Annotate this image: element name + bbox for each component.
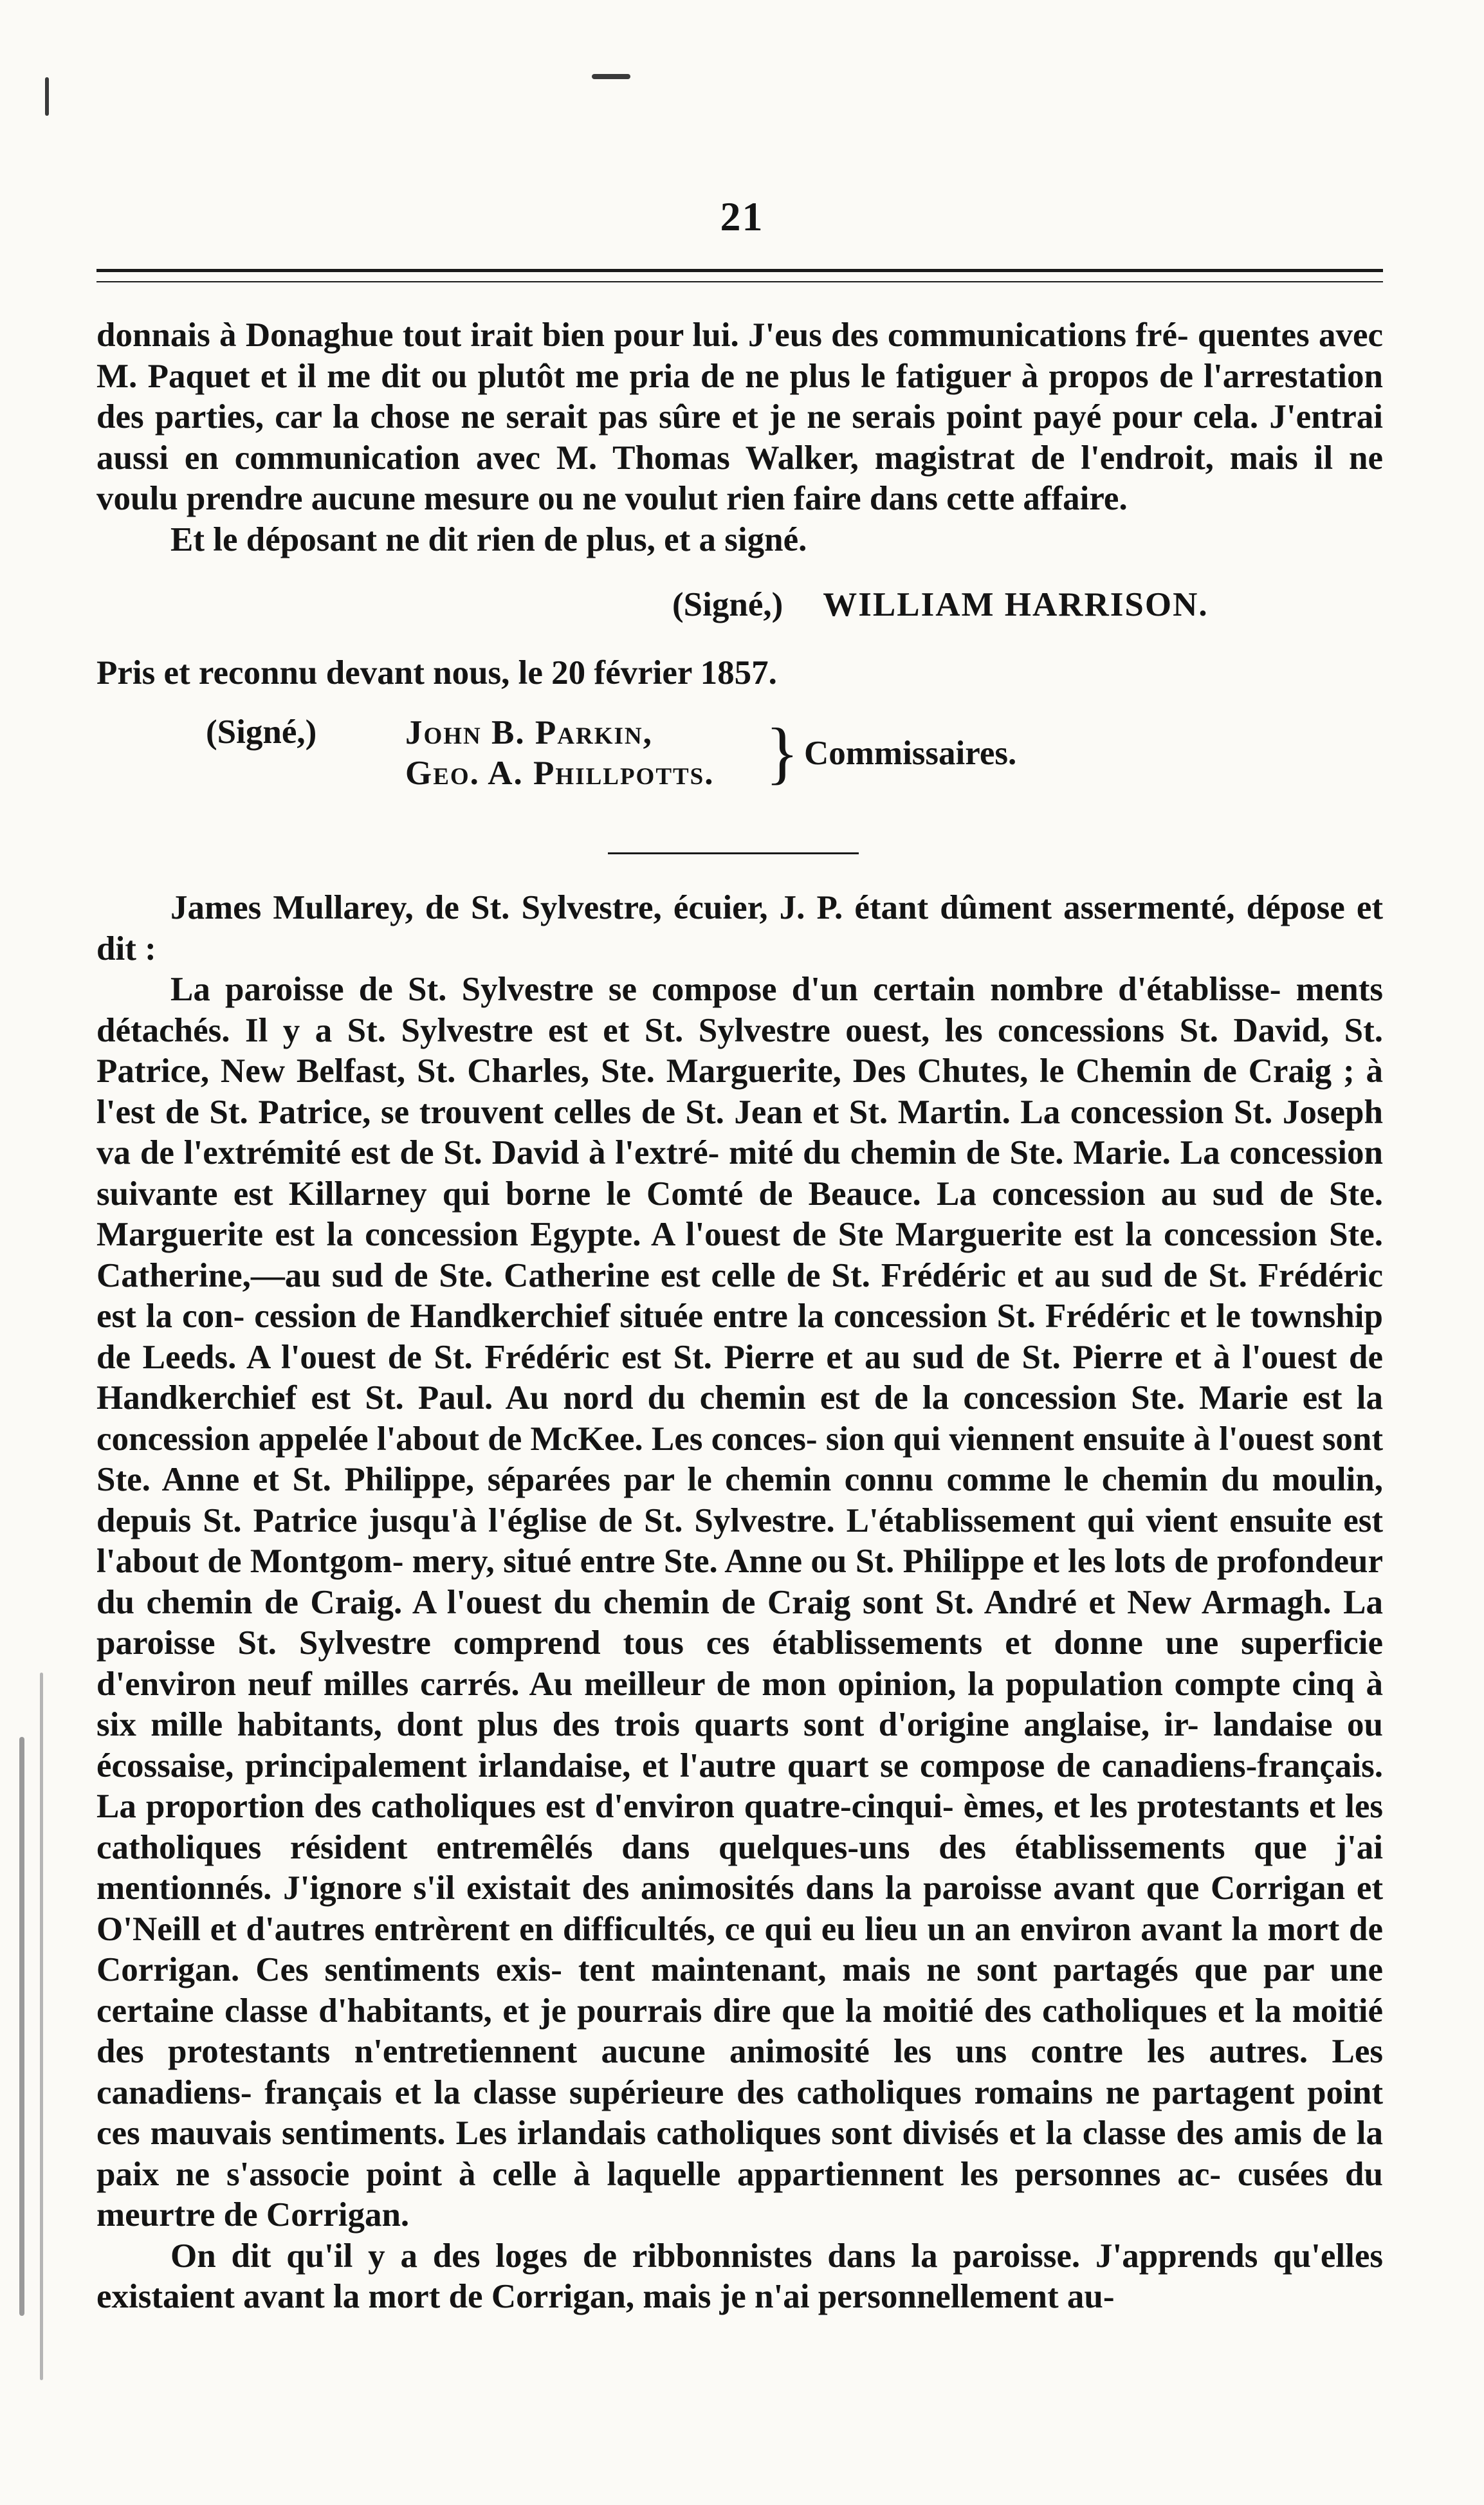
scan-speck	[45, 77, 49, 116]
scan-speck	[40, 1673, 43, 2380]
right-brace-icon: }	[765, 715, 799, 791]
deponent-signature	[672, 585, 1209, 624]
closing-statement: Et le déposant ne dit rien de plus, et a signé.	[170, 520, 807, 558]
commissioners-role: Commissaires.	[804, 735, 1017, 772]
opening-text	[96, 315, 1383, 560]
commissioner-name: John B. Parkin,	[405, 714, 653, 751]
deponent-name: WILLIAM HARRISON.	[823, 586, 1209, 623]
commissioner-names	[405, 713, 804, 794]
header-rule	[96, 269, 1383, 282]
scan-speck	[19, 1737, 24, 2316]
opening-paragraph-continued: donnais à Donaghue tout irait bien pour lui. J'eus des communications fré- quentes avec M. Paquet et il me dit ou plutôt me pria de ne plus le fatiguer à propos de l'arrestation des parties, car la chose ne serait pas sûre et je ne serais point payé pour cela. J'entrai aussi en communication avec M. Thomas Walker, magistrat de l'endroit, mais il ne voulu prendre aucune mesure ou ne voulut rien faire dans cette affaire.	[96, 317, 1383, 517]
commissioners-signed-label: (Signé,)	[206, 713, 317, 751]
deposition-paragraph: On dit qu'il y a des loges de ribbonnistes dans la paroisse. J'apprends qu'elles existaient avant la mort de Corrigan, mais je n'ai personnellement au-	[96, 2237, 1383, 2315]
deposition-intro: James Mullarey, de St. Sylvestre, écuier, J. P. étant dûment assermenté, dépose et dit :	[96, 889, 1383, 968]
signed-label: (Signé,)	[672, 586, 783, 623]
scan-speck	[592, 74, 630, 79]
acknowledgement-line: Pris et reconnu devant nous, le 20 février 1857.	[96, 654, 777, 692]
deposition-text	[96, 888, 1383, 2318]
commissioner-name: Geo. A. Phillpotts.	[405, 755, 715, 792]
page-number: 21	[720, 194, 764, 239]
section-divider	[608, 852, 859, 854]
deposition-paragraph: La paroisse de St. Sylvestre se compose d'un certain nombre d'établisse- ments détachés. Il y a St. Sylvestre est et St. Sylvestre ouest, les concessions St. David, St. Patrice, New Belfast, St. Charles, Ste. Marguerite, Des Chutes, le Chemin de Craig ; à l'est de St. Patrice, se trouvent celles de St. Jean et St. Martin. La concession St. Joseph va de l'extrémité est de St. David à l'extré- mité du chemin de Ste. Marie. La concession suivante est Killarney qui borne le Comté de Beauce. La concession au sud de Ste. Marguerite est la concession Egypte. A l'ouest de Ste Marguerite est la concession Ste. Catherine,—au sud de Ste. Catherine est celle de St. Frédéric et au sud de St. Frédéric est la con- cession de Handkerchief située entre la concession St. Frédéric et le township de Leeds. A l'ouest de St. Frédéric est St. Pierre et au sud de St. Pierre et à l'ouest de Handkerchief est St. Paul. Au nord du chemin est de la concession Ste. Marie est la concession appelée l'about de McKee. Les conces- sion qui viennent ensuite à l'ouest sont Ste. Anne et St. Philippe, séparées par le chemin connu comme le chemin du moulin, depuis St. Patrice jusqu'à l'église de St. Sylvestre. L'établissement qui vient ensuite est l'about de Montgom- mery, situé entre Ste. Anne ou St. Philippe et les lots de profondeur du chemin de Craig. A l'ouest du chemin de Craig sont St. André et New Armagh. La paroisse St. Sylvestre comprend tous ces établissements et donne une superficie d'environ neuf milles carrés. Au meilleur de mon opinion, la population compte cinq à six mille habitants, dont plus des trois quarts sont d'origine anglaise, ir- landaise ou écossaise, principalement irlandaise, et l'autre quart se compose de canadiens-français. La proportion des catholiques est d'environ quatre-cinqui- èmes, et les protestants et les catholiques résident entremêlés dans quelques-uns des établissements que j'ai mentionnés. J'ignore s'il existait des animosités dans la paroisse avant que Corrigan et O'Neill et d'autres entrèrent en difficultés, ce qui eu lieu un an environ avant la mort de Corrigan. Ces sentiments exis- tent maintenant, mais ne sont partagés que par une certaine classe d'habitants, et je pourrais dire que la moitié des catholiques et la moitié des protestants n'entretiennent aucune animosité les uns contre les autres. Les canadiens- français et la classe supérieure des catholiques romains ne partagent point ces mauvais sentiments. Les irlandais catholiques sont divisés et la classe des amis de la paix ne s'associe point à celle à laquelle appartiennent les personnes ac- cusées du meurtre de Corrigan.	[96, 971, 1383, 2234]
